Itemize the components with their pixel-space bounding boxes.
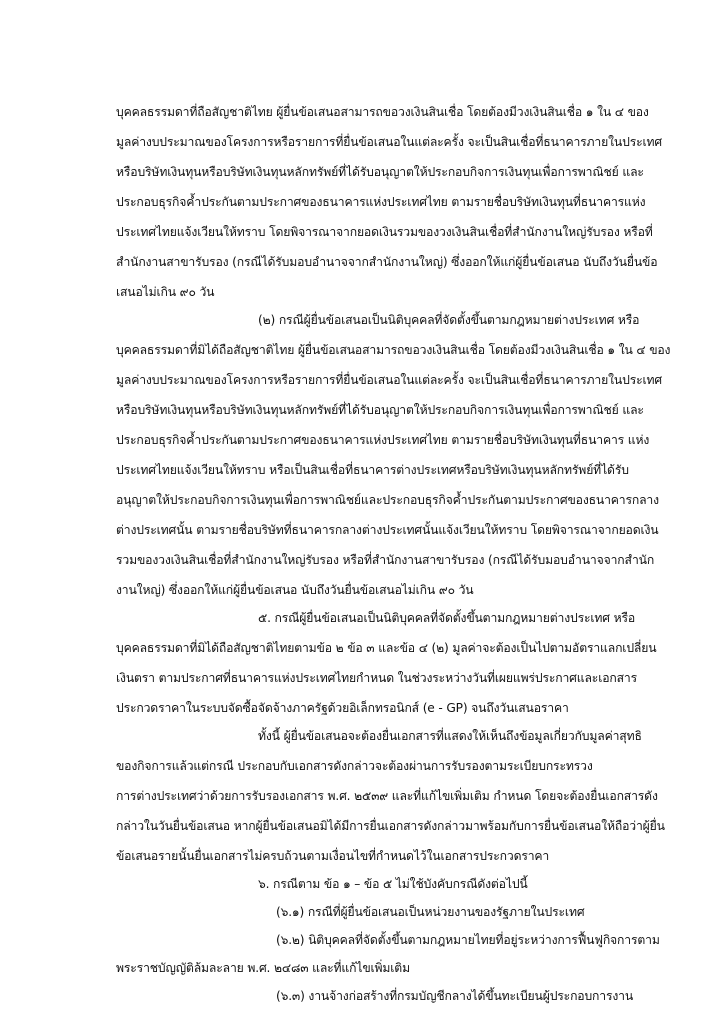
paragraph-heading-line: (๒) กรณีผู้ยื่นข้อเสนอเป็นนิติบุคคลที่จัดตั้งขึ้นตามกฎหมายต่างประเทศ หรือ	[258, 313, 640, 327]
body-text-line: ประเทศไทยแจ้งเวียนให้ทราบ หรือเป็นสินเชื่อที่ธนาคารต่างประเทศหรือบริษัทเงินทุนหลักทรัพย์ที่ได้รับ	[116, 463, 629, 477]
body-text-line: ประเทศไทยแจ้งเวียนให้ทราบ โดยพิจารณาจากยอดเงินรวมของวงเงินสินเชื่อที่สำนักงานใหญ่รับรอง หรือที่	[116, 225, 653, 239]
body-text-line: ประกอบธุรกิจค้ำประกันตามประกาศของธนาคารแห่งประเทศไทย ตามรายชื่อบริษัทเงินทุนที่ธนาคาร แห่ง	[116, 433, 650, 447]
sub-item-line: (๖.๒) นิติบุคคลที่จัดตั้งขึ้นตามกฎหมายไทยที่อยู่ระหว่างการฟื้นฟูกิจการตาม	[276, 933, 660, 947]
body-text-line: รวมของวงเงินสินเชื่อที่สำนักงานใหญ่รับรอง หรือที่สำนักงานสาขารับรอง (กรณีได้รับมอบอำนาจจากสำนัก	[116, 553, 655, 567]
body-text-line: ประกวดราคาในระบบจัดซื้อจัดจ้างภาครัฐด้วยอิเล็กทรอนิกส์ (e - GP) จนถึงวันเสนอราคา	[116, 701, 569, 715]
body-text-line: ต่างประเทศนั้น ตามรายชื่อบริษัทที่ธนาคารกลางต่างประเทศนั้นแจ้งเวียนให้ทราบ โดยพิจารณาจากยอดเงิน	[116, 523, 659, 537]
sub-item-line: (๖.๑) กรณีที่ผู้ยื่นข้อเสนอเป็นหน่วยงานของรัฐภายในประเทศ	[276, 905, 585, 919]
body-text-line: บุคคลธรรมดาที่มิได้ถือสัญชาติไทยตามข้อ ๒ ข้อ ๓ และข้อ ๔ (๒) มูลค่าจะต้องเป็นไปตามอัตราแลกเปลี่ยน	[116, 641, 657, 655]
body-text-line: หรือบริษัทเงินทุนหรือบริษัทเงินทุนหลักทรัพย์ที่ได้รับอนุญาตให้ประกอบกิจการเงินทุนเพื่อการพาณิชย์ และ	[116, 403, 644, 417]
body-text-line: บุคคลธรรมดาที่ถือสัญชาติไทย ผู้ยื่นข้อเสนอสามารถขอวงเงินสินเชื่อ โดยต้องมีวงเงินสินเชื่อ ๑ ใน ๔ ของ	[116, 105, 649, 119]
body-text-line: การต่างประเทศว่าด้วยการรับรองเอกสาร พ.ศ. ๒๕๓๙ และที่แก้ไขเพิ่มเติม กำหนด โดยจะต้องยื่นเอกสารดัง	[116, 789, 658, 803]
body-text-line: บุคคลธรรมดาที่มิได้ถือสัญชาติไทย ผู้ยื่นข้อเสนอสามารถขอวงเงินสินเชื่อ โดยต้องมีวงเงินสินเชื่อ ๑ ใน ๔ ของ	[116, 343, 671, 357]
body-text-line: อนุญาตให้ประกอบกิจการเงินทุนเพื่อการพาณิชย์และประกอบธุรกิจค้ำประกันตามประกาศของธนาคารกลาง	[116, 493, 659, 507]
body-text-line: กล่าวในวันยื่นข้อเสนอ หากผู้ยื่นข้อเสนอมิได้มีการยื่นเอกสารดังกล่าวมาพร้อมกับการยื่นข้อเสนอให้ถือว่าผู้ยื่น	[116, 819, 665, 833]
body-text-line: หรือบริษัทเงินทุนหรือบริษัทเงินทุนหลักทรัพย์ที่ได้รับอนุญาตให้ประกอบกิจการเงินทุนเพื่อการพาณิชย์ และ	[116, 165, 644, 179]
body-text-line: ข้อเสนอรายนั้นยื่นเอกสารไม่ครบถ้วนตามเงื่อนไขที่กำหนดไว้ในเอกสารประกวดราคา	[116, 849, 550, 863]
sub-item-line: (๖.๓) งานจ้างก่อสร้างที่กรมบัญชีกลางได้ขึ้นทะเบียนผู้ประกอบการงาน	[276, 989, 634, 1003]
body-text-line: มูลค่างบประมาณของโครงการหรือรายการที่ยื่นข้อเสนอในแต่ละครั้ง จะเป็นสินเชื่อที่ธนาคารภายในประเทศ	[116, 135, 662, 149]
body-text-line: พระราชบัญญัติล้มละลาย พ.ศ. ๒๔๘๓ และที่แก้ไขเพิ่มเติม	[116, 961, 410, 975]
body-text-line: สำนักงานสาขารับรอง (กรณีได้รับมอบอำนาจจากสำนักงานใหญ่) ซึ่งออกให้แก่ผู้ยื่นข้อเสนอ นับถึงวันยื่นข้อ	[116, 255, 658, 269]
body-text-line: ประกอบธุรกิจค้ำประกันตามประกาศของธนาคารแห่งประเทศไทย ตามรายชื่อบริษัทเงินทุนที่ธนาคารแห่ง	[116, 195, 646, 209]
body-text-line: ของกิจการแล้วแต่กรณี ประกอบกับเอกสารดังกล่าวจะต้องผ่านการรับรองตามระเบียบกระทรวง	[116, 759, 593, 773]
paragraph-heading-line: ทั้งนี้ ผู้ยื่นข้อเสนอจะต้องยื่นเอกสารที่แสดงให้เห็นถึงข้อมูลเกี่ยวกับมูลค่าสุทธิ	[258, 729, 642, 743]
body-text-line: เงินตรา ตามประกาศที่ธนาคารแห่งประเทศไทยกำหนด ในช่วงระหว่างวันที่เผยแพร่ประกาศและเอกสาร	[116, 671, 637, 685]
body-text-line: เสนอไม่เกิน ๙๐ วัน	[116, 285, 215, 299]
paragraph-heading-line: ๕. กรณีผู้ยื่นข้อเสนอเป็นนิติบุคคลที่จัดตั้งขึ้นตามกฎหมายต่างประเทศ หรือ	[258, 611, 636, 625]
paragraph-heading-line: ๖. กรณีตาม ข้อ ๑ – ข้อ ๕ ไม่ใช้บังคับกรณีดังต่อไปนี้	[258, 877, 528, 891]
body-text-line: งานใหญ่) ซึ่งออกให้แก่ผู้ยื่นข้อเสนอ นับถึงวันยื่นข้อเสนอไม่เกิน ๙๐ วัน	[116, 583, 474, 597]
body-text-line: มูลค่างบประมาณของโครงการหรือรายการที่ยื่นข้อเสนอในแต่ละครั้ง จะเป็นสินเชื่อที่ธนาคารภายในประเทศ	[116, 373, 662, 387]
